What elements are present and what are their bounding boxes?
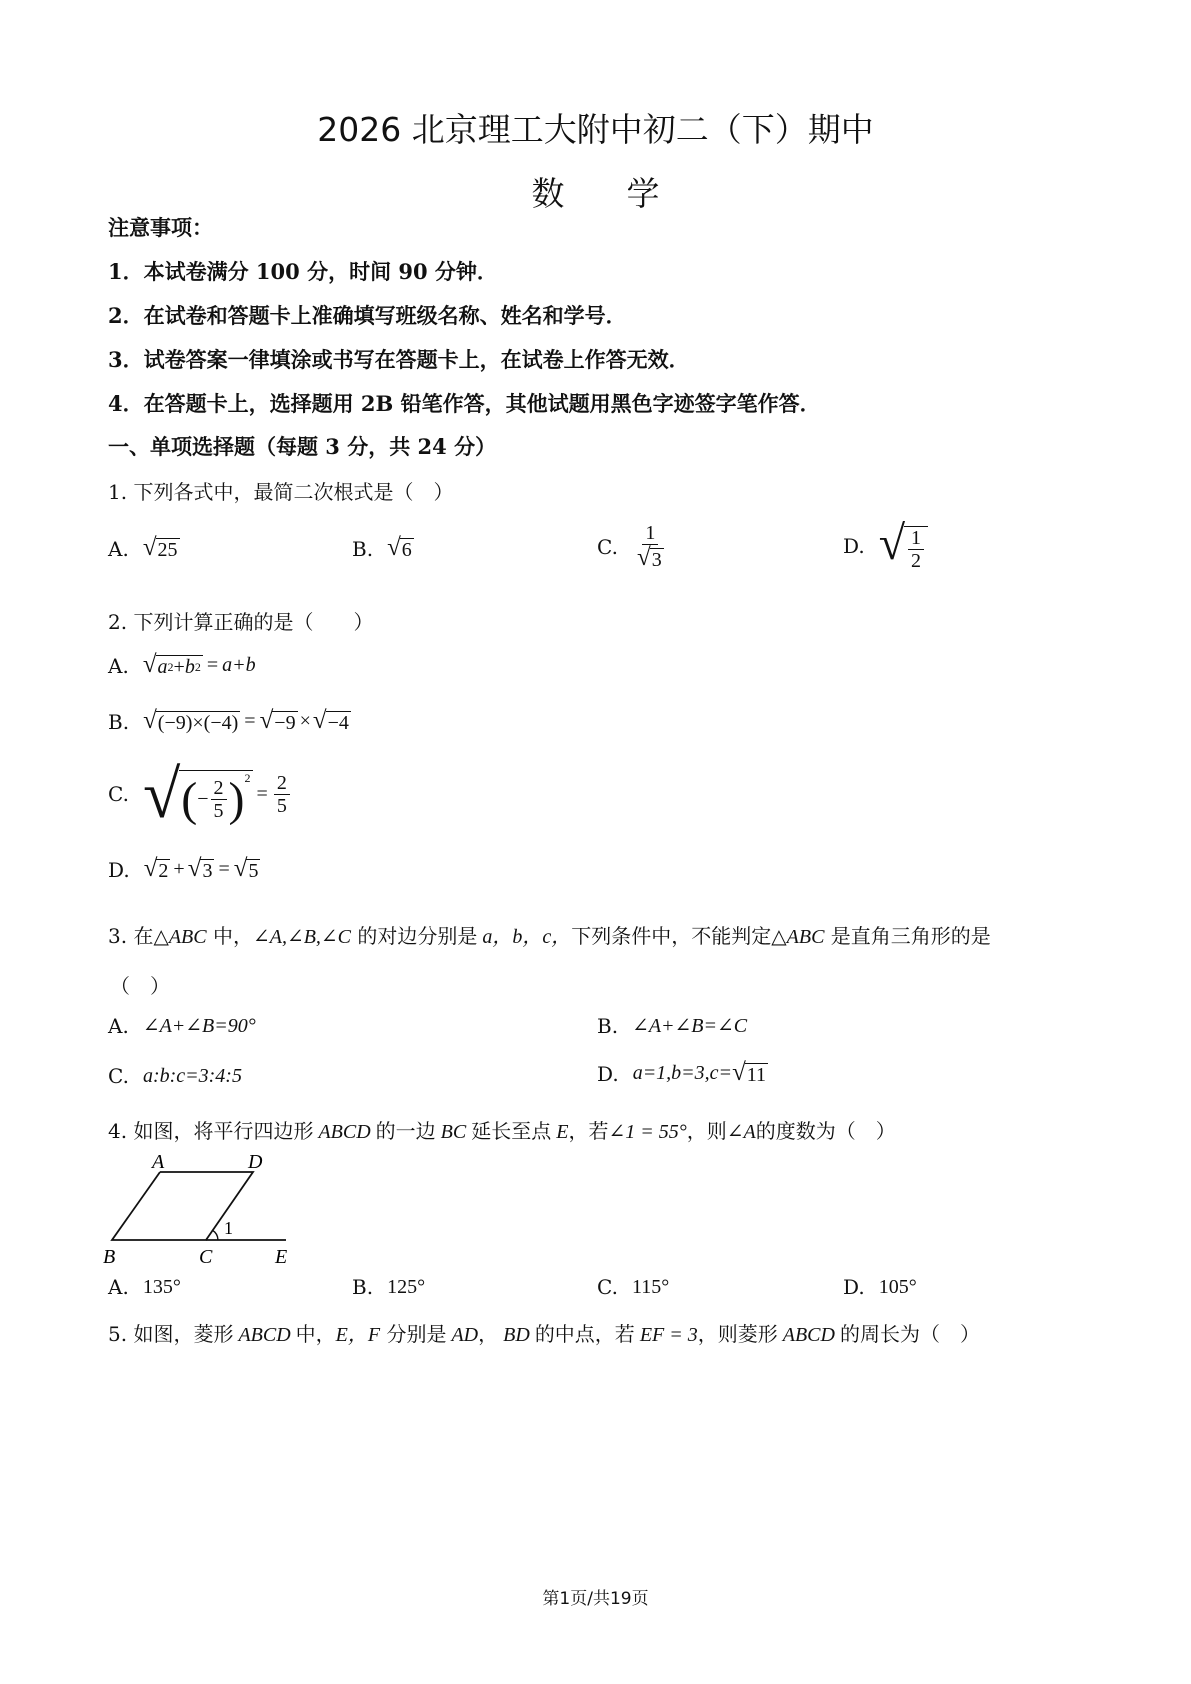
side-bc: BC — [435, 1121, 472, 1143]
q4-stem-part: 的一边 — [375, 1119, 436, 1143]
option-value: 115° — [631, 1275, 670, 1298]
option-expression: ∠A+∠B=∠C — [632, 1015, 748, 1037]
option-label: A. — [108, 536, 129, 561]
plus-sign: + — [173, 858, 185, 880]
q3-stem-part: 下列条件中，不能判定 — [571, 924, 772, 948]
option-label: D. — [108, 857, 130, 882]
exponent: 2 — [194, 660, 201, 674]
q5-stem-part: ， — [478, 1322, 499, 1346]
ef-equation: EF = 3 — [634, 1324, 698, 1346]
q3-stem — [108, 920, 991, 949]
var-a: a — [157, 656, 168, 678]
denominator: 5 — [276, 794, 287, 817]
q4-stem-part: ，若 — [568, 1119, 609, 1143]
label-angle-1: 1 — [224, 1218, 233, 1238]
q3-option-d — [597, 1060, 768, 1087]
note-item-1: 1．本试卷满分 100 分，时间 90 分钟． — [108, 259, 498, 284]
point-e: E — [551, 1121, 569, 1143]
q4-option-b — [352, 1275, 425, 1299]
radicand: 25 — [157, 539, 178, 561]
option-value: 105° — [878, 1275, 917, 1298]
sqrt-expression: √ a 2 + b 2 — [142, 651, 201, 678]
times-sign: × — [299, 710, 311, 732]
numerator: 1 — [642, 522, 658, 545]
sqrt-expression: √ (−9)×(−4) — [143, 707, 239, 734]
radicand: −4 — [327, 712, 349, 734]
q1-stem: 1. 下列各式中，最简二次根式是（ ） — [108, 480, 454, 504]
q4-stem — [108, 1115, 896, 1144]
option-label: A. — [108, 1275, 129, 1299]
angles: ∠A,∠B,∠C — [252, 926, 352, 948]
sqrt-expression: √ −4 — [312, 707, 349, 734]
sqrt-expression: √ 11 — [732, 1059, 767, 1086]
q5-stem-part: ，则菱形 — [697, 1322, 778, 1346]
section-heading: 一、单项选择题（每题 3 分，共 24 分） — [108, 434, 497, 459]
fraction: 1 √ 3 — [636, 522, 662, 571]
numerator: 1 — [908, 527, 924, 550]
angle-a: ∠A — [726, 1121, 756, 1143]
option-label: C. — [108, 782, 129, 806]
q5-stem — [108, 1318, 980, 1347]
q5-stem-part: 中， — [295, 1322, 336, 1346]
radicand: 2 — [158, 860, 169, 882]
sqrt-expression: √ 3 — [187, 855, 213, 882]
option-label: D. — [843, 1275, 865, 1299]
q5-stem-part: 5. 如图，菱形 — [108, 1322, 234, 1346]
option-label: D. — [843, 534, 865, 558]
option-label: C. — [597, 1275, 618, 1299]
equals-sign: = — [244, 710, 256, 732]
radicand: 3 — [202, 860, 213, 882]
option-expression: ∠A+∠B=90° — [142, 1015, 256, 1037]
subject-title: 数学 — [531, 174, 722, 213]
option-value: 135° — [142, 1275, 181, 1298]
q4-stem-part: 的度数为（ ） — [755, 1119, 896, 1143]
triangle-abc: △ABC — [153, 926, 207, 948]
q3-option-b — [597, 1013, 747, 1038]
segment-ad: AD — [446, 1324, 479, 1346]
option-label: A. — [108, 653, 129, 678]
option-value: 125° — [387, 1275, 426, 1298]
radicand: (−9)×(−4) — [157, 712, 239, 734]
points-e-f: E，F — [335, 1324, 381, 1346]
exponent: 2 — [244, 771, 251, 785]
q5-stem-part: 分别是 — [380, 1322, 447, 1346]
radicand: 6 — [401, 539, 412, 561]
q3-stem-part: 是直角三角形的是 — [824, 924, 991, 948]
q2-stem: 2. 下列计算正确的是（ ） — [108, 610, 374, 634]
equals-sign: = — [206, 654, 219, 676]
q4-stem-part: ，则 — [686, 1119, 727, 1143]
rhombus-abcd: ABCD — [777, 1324, 840, 1346]
q3-stem-part: 的对边分别是 — [351, 924, 478, 948]
q4-stem-part: 4. 如图，将平行四边形 — [108, 1119, 314, 1143]
segment-bd: BD — [498, 1324, 535, 1346]
notes-heading: 注意事项： — [108, 215, 213, 240]
q3-answer-paren: （ ） — [110, 974, 170, 998]
q4-option-d — [843, 1275, 917, 1299]
var-b: b — [184, 656, 195, 678]
rhombus-abcd: ABCD — [233, 1324, 296, 1346]
note-item-4: 4．在答题卡上，选择题用 2B 铅笔作答，其他试题用黑色字迹签字笔作答． — [108, 391, 821, 416]
triangle-abc: △ABC — [771, 926, 825, 948]
label-d: D — [248, 1151, 263, 1173]
q3-stem-part: 中， — [206, 924, 253, 948]
numerator: 2 — [274, 772, 290, 795]
q2-option-d — [108, 856, 260, 883]
sqrt-expression: √ $\frac{1}{2}$ — [879, 520, 928, 572]
rhs: a+b — [222, 654, 256, 676]
radicand: 3 — [651, 549, 662, 571]
option-label: A. — [108, 1013, 129, 1038]
sides: a，b，c， — [477, 926, 572, 948]
minus-sign: − — [197, 788, 209, 810]
q2-option-c — [108, 756, 292, 832]
q3-stem-part: 3. 在 — [108, 924, 154, 948]
label-a: A — [152, 1151, 165, 1173]
radicand: −9 — [274, 712, 296, 734]
q4-stem-part: 延长至点 — [471, 1119, 552, 1143]
parallelogram-figure — [100, 1150, 330, 1270]
option-label: D. — [597, 1061, 619, 1086]
numerator: 2 — [211, 777, 227, 800]
q3-option-c — [108, 1064, 242, 1088]
option-expression: a=1,b=3,c= — [632, 1062, 733, 1084]
sqrt-expression: √ 2 — [143, 855, 169, 882]
option-label: C. — [108, 1064, 129, 1088]
sqrt-expression: √ 5 — [233, 855, 259, 882]
label-e: E — [275, 1246, 288, 1268]
option-expression: a:b:c=3:4:5 — [142, 1064, 242, 1087]
equals-sign: = — [218, 858, 230, 880]
note-item-2: 2．在试卷和答题卡上准确填写班级名称、姓名和学号． — [108, 303, 627, 328]
option-label: B. — [352, 536, 374, 561]
note-item-3: 3．试卷答案一律填涂或书写在答题卡上，在试卷上作答无效． — [108, 347, 690, 372]
sqrt-expression: √ −9 — [259, 707, 296, 734]
q3-option-a — [108, 1013, 256, 1038]
option-label: B. — [597, 1013, 619, 1038]
option-label: C. — [597, 534, 618, 559]
plus-sign: + — [173, 656, 185, 678]
parallelogram-abcd: ABCD — [313, 1121, 376, 1143]
page-number: 第1页/共19页 — [542, 1589, 649, 1609]
q5-stem-part: 的周长为（ ） — [839, 1322, 980, 1346]
label-c: C — [199, 1246, 213, 1268]
q4-option-c — [597, 1275, 669, 1299]
equals-sign: = — [256, 782, 268, 805]
q1-option-c — [597, 522, 669, 571]
exponent: 2 — [167, 660, 174, 674]
denominator: 2 — [911, 550, 922, 572]
option-label: B. — [352, 1275, 374, 1299]
option-label: B. — [108, 709, 130, 734]
angle-1: ∠1 = 55° — [608, 1121, 687, 1143]
radicand: 5 — [248, 860, 259, 882]
denominator: 5 — [213, 800, 224, 822]
sqrt-expression: √ 6 — [387, 534, 412, 561]
q4-option-a — [108, 1275, 181, 1299]
q1-option-b — [352, 535, 414, 562]
q1-option-a — [108, 535, 180, 562]
q5-stem-part: 的中点，若 — [534, 1322, 635, 1346]
sqrt-expression: √ ( − $\frac{2}{5}$ ) 2 — [142, 756, 251, 832]
q2-option-b — [108, 708, 351, 735]
label-b: B — [103, 1246, 116, 1268]
q2-option-a — [108, 652, 256, 679]
q1-option-d — [843, 517, 928, 572]
sqrt-expression: √ 25 — [142, 534, 178, 561]
radicand: 11 — [746, 1064, 767, 1086]
page-title: 2026 北京理工大附中初二（下）期中 — [317, 110, 874, 149]
